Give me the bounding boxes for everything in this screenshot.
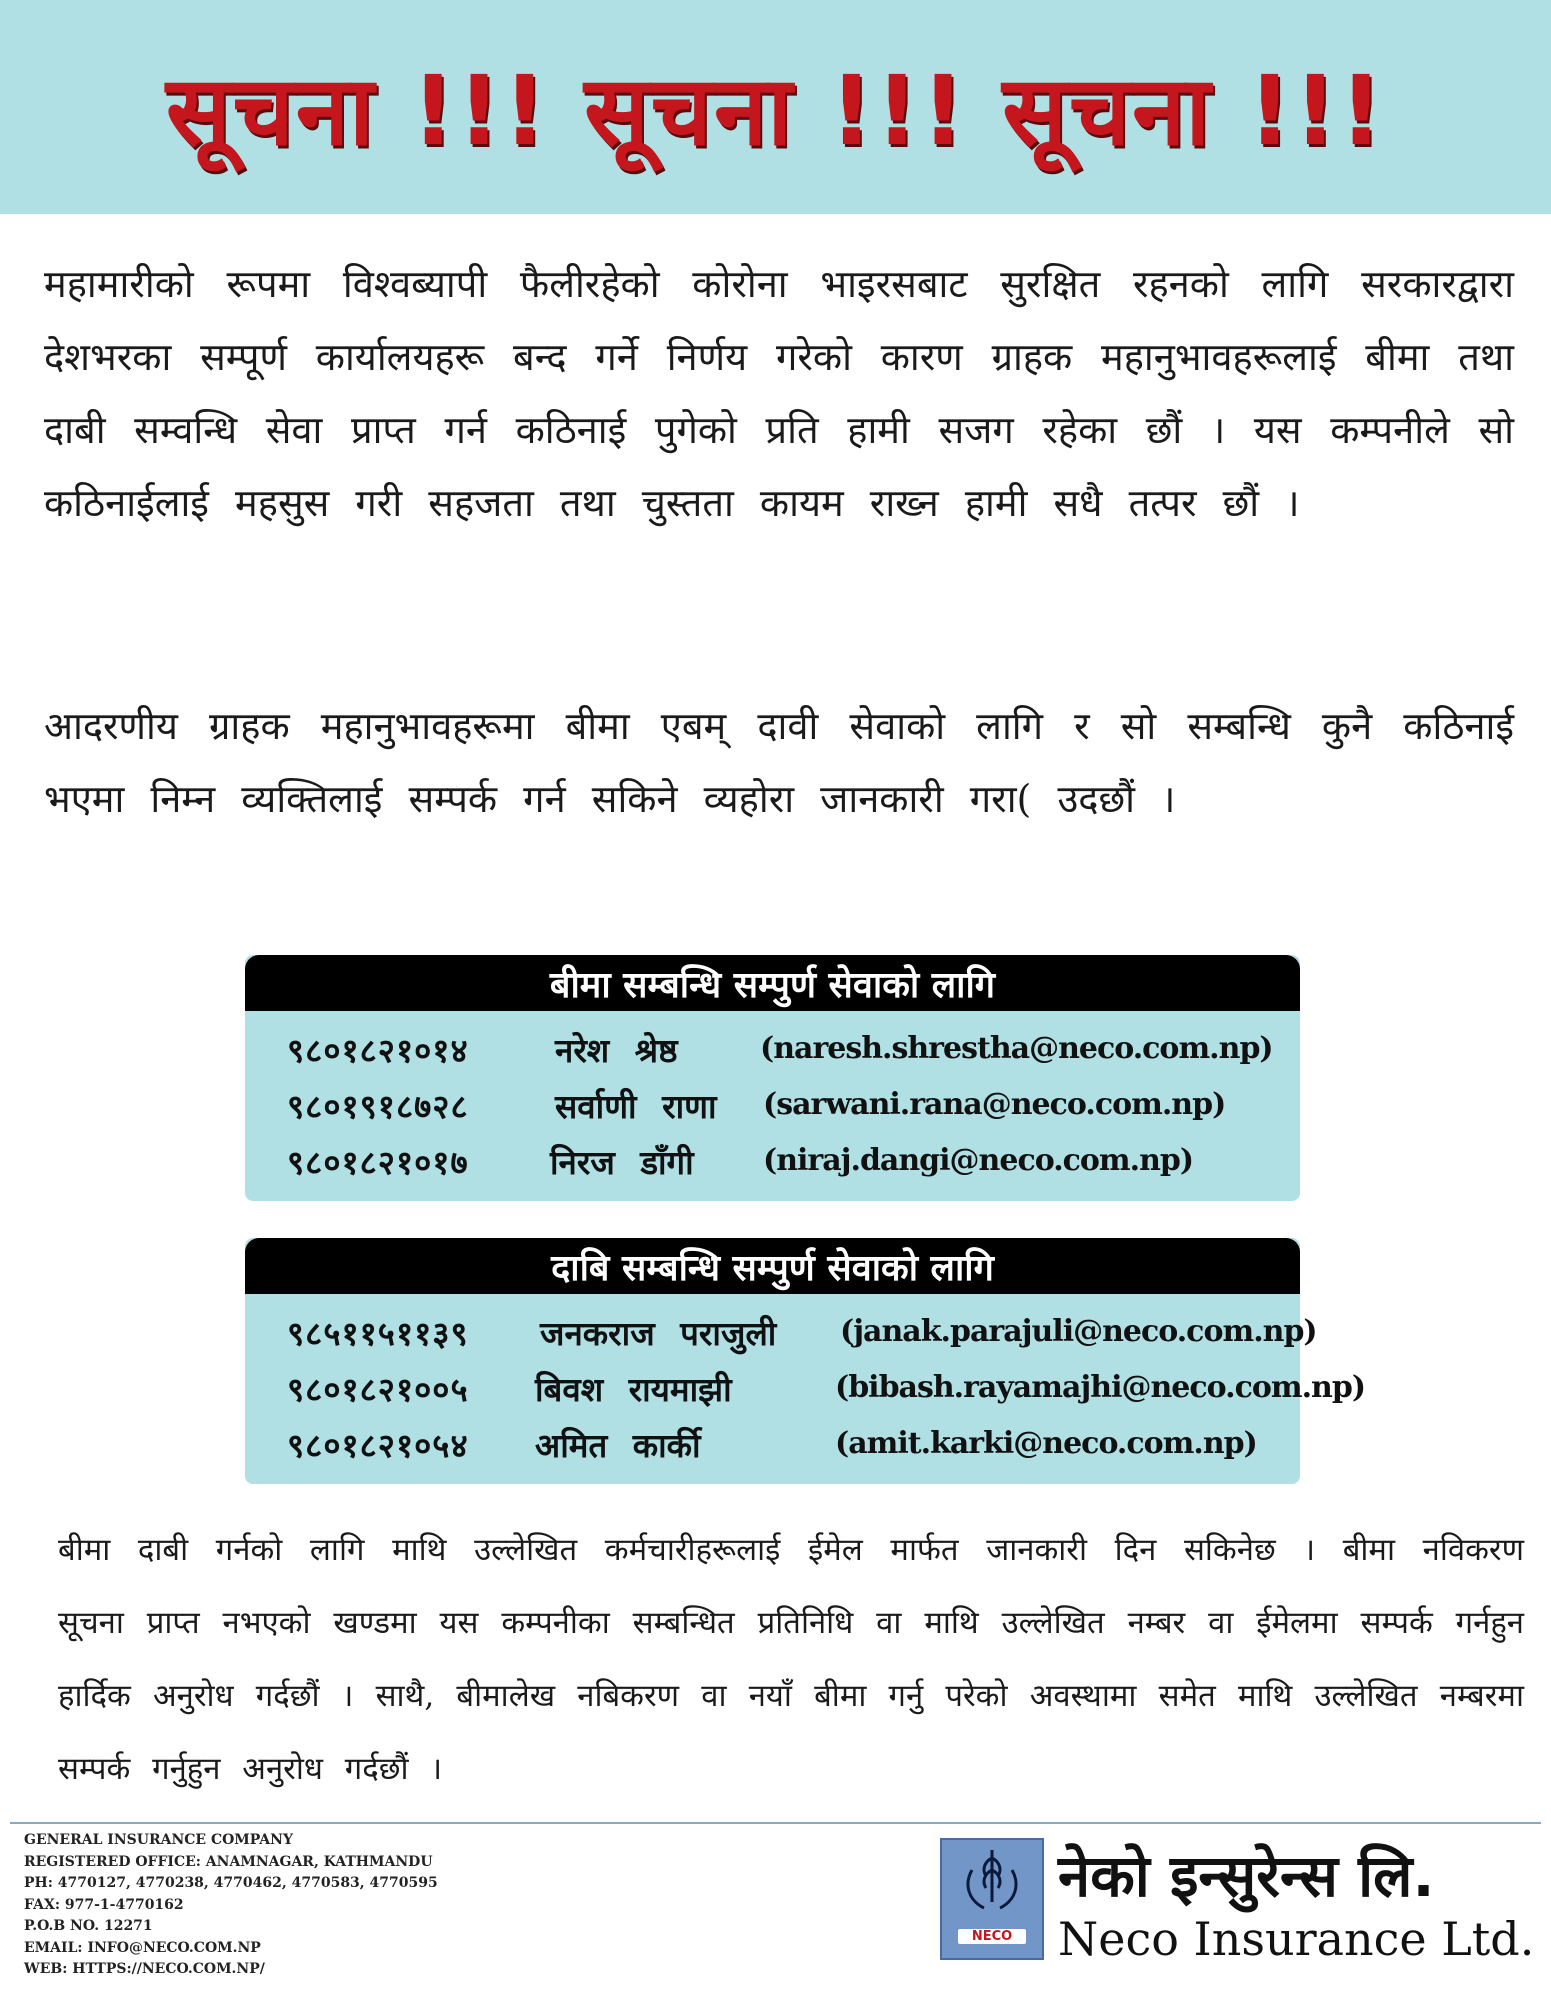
notice-banner: [0, 0, 1551, 214]
insurance-contacts-box: [245, 955, 1300, 1201]
logo-label: NECO: [958, 1929, 1026, 1944]
contact-name: बिवश रायमाझी: [535, 1370, 732, 1409]
footer-line-office: REGISTERED OFFICE: ANAMNAGAR, KATHMANDU: [24, 1853, 433, 1870]
wheat-icon: [942, 1840, 1042, 1920]
company-name-nepali: नेको इन्सुरेन्स लि.: [1058, 1842, 1435, 1910]
contact-name: निरज डाँगी: [550, 1143, 694, 1182]
contact-phone: ९८०१९१८७२८: [287, 1087, 469, 1126]
contact-row: [245, 1133, 1300, 1189]
contact-phone: ९८०१८२१०१७: [287, 1143, 469, 1182]
contact-email[interactable]: (bibash.rayamajhi@neco.com.np): [835, 1370, 1366, 1405]
footer-line-pobox: P.O.B NO. 12271: [24, 1918, 153, 1934]
footer-line-fax: FAX: 977-1-4770162: [24, 1896, 184, 1913]
contact-email[interactable]: (amit.karki@neco.com.np): [835, 1426, 1257, 1461]
contact-row: [245, 1021, 1300, 1077]
insurance-contacts-title: बीमा सम्बन्धि सम्पुर्ण सेवाको लागि: [245, 955, 1300, 1011]
contact-phone: ९८०१८२१०५४: [287, 1426, 469, 1465]
contact-name: जनकराज पराजुली: [540, 1314, 777, 1353]
footer-line-company-type: GENERAL INSURANCE COMPANY: [24, 1832, 293, 1848]
notice-title: सूचना !!! सूचना !!! सूचना !!!: [165, 54, 1386, 167]
neco-logo: [940, 1838, 1044, 1960]
claim-contacts-box: [245, 1238, 1366, 1484]
contact-email[interactable]: (sarwani.rana@neco.com.np): [763, 1087, 1226, 1122]
contact-name: सर्वाणी राणा: [555, 1087, 717, 1126]
contact-phone: ९८०१८२१००५: [287, 1370, 469, 1409]
contact-name: नरेश श्रेष्ठ: [555, 1031, 678, 1070]
contact-phone: ९८५११५११३९: [287, 1314, 469, 1353]
contact-email[interactable]: (niraj.dangi@neco.com.np): [763, 1143, 1194, 1178]
contact-paragraph: आदरणीय ग्राहक महानुभावहरूमा बीमा एबम् दावी सेवाको लागि र सो सम्बन्धि कुनै कठिनाई भएमा निम्न व्यक्तिलाई सम्पर्क गर्न सकिने व्यहोरा जानकारी गरा( उदछौं ।: [44, 704, 1514, 821]
footer-line-phone: PH: 4770127, 4770238, 4770462, 4770583, 4770595: [24, 1875, 438, 1891]
footer-divider: [10, 1822, 1541, 1824]
closing-paragraph: बीमा दाबी गर्नको लागि माथि उल्लेखित कर्मचारीहरूलाई ईमेल मार्फत जानकारी दिन सकिनेछ । बीमा नविकरण सूचना प्राप्त नभएको खण्डमा यस कम्पनीका सम्बन्धित प्रतिनिधि वा माथि उल्लेखित नम्बर वा ईमेलमा सम्पर्क गर्नहुन हार्दिक अनुरोध गर्दछौं । साथै, बीमालेख नबिकरण वा नयाँ बीमा गर्नु परेको अवस्थामा समेत माथि उल्लेखित नम्बरमा सम्पर्क गर्नुहुन अनुरोध गर्दछौं ।: [58, 1532, 1524, 1787]
intro-paragraph: महामारीको रूपमा विश्वब्यापी फैलीरहेको कोरोना भाइरसबाट सुरक्षित रहनको लागि सरकारद्वारा देशभरका सम्पूर्ण कार्यालयहरू बन्द गर्ने निर्णय गरेको कारण ग्राहक महानुभावहरूलाई बीमा तथा दाबी सम्वन्धि सेवा प्राप्त गर्न कठिनाई पुगेको प्रति हामी सजग रहेका छौं । यस कम्पनीले सो कठिनाईलाई महसुस गरी सहजता तथा चुस्तता कायम राख्न हामी सधै तत्पर छौं ।: [44, 262, 1514, 525]
contact-row: [245, 1416, 1300, 1472]
contact-name: अमित कार्की: [535, 1426, 701, 1465]
footer-line-web[interactable]: WEB: HTTPS://NECO.COM.NP/: [24, 1961, 265, 1977]
claim-contacts-title: दाबि सम्बन्धि सम्पुर्ण सेवाको लागि: [245, 1238, 1300, 1294]
company-contact-info: [24, 1830, 438, 1981]
contact-row: [245, 1304, 1317, 1360]
contact-phone: ९८०१८२१०१४: [287, 1031, 469, 1070]
contact-row: [245, 1360, 1366, 1416]
contact-email[interactable]: (janak.parajuli@neco.com.np): [840, 1314, 1317, 1349]
contact-row: [245, 1077, 1300, 1133]
footer-line-email[interactable]: EMAIL: INFO@NECO.COM.NP: [24, 1939, 261, 1956]
contact-email[interactable]: (naresh.shrestha@neco.com.np): [760, 1031, 1273, 1066]
company-name-english: Neco Insurance Ltd.: [1058, 1912, 1535, 1966]
